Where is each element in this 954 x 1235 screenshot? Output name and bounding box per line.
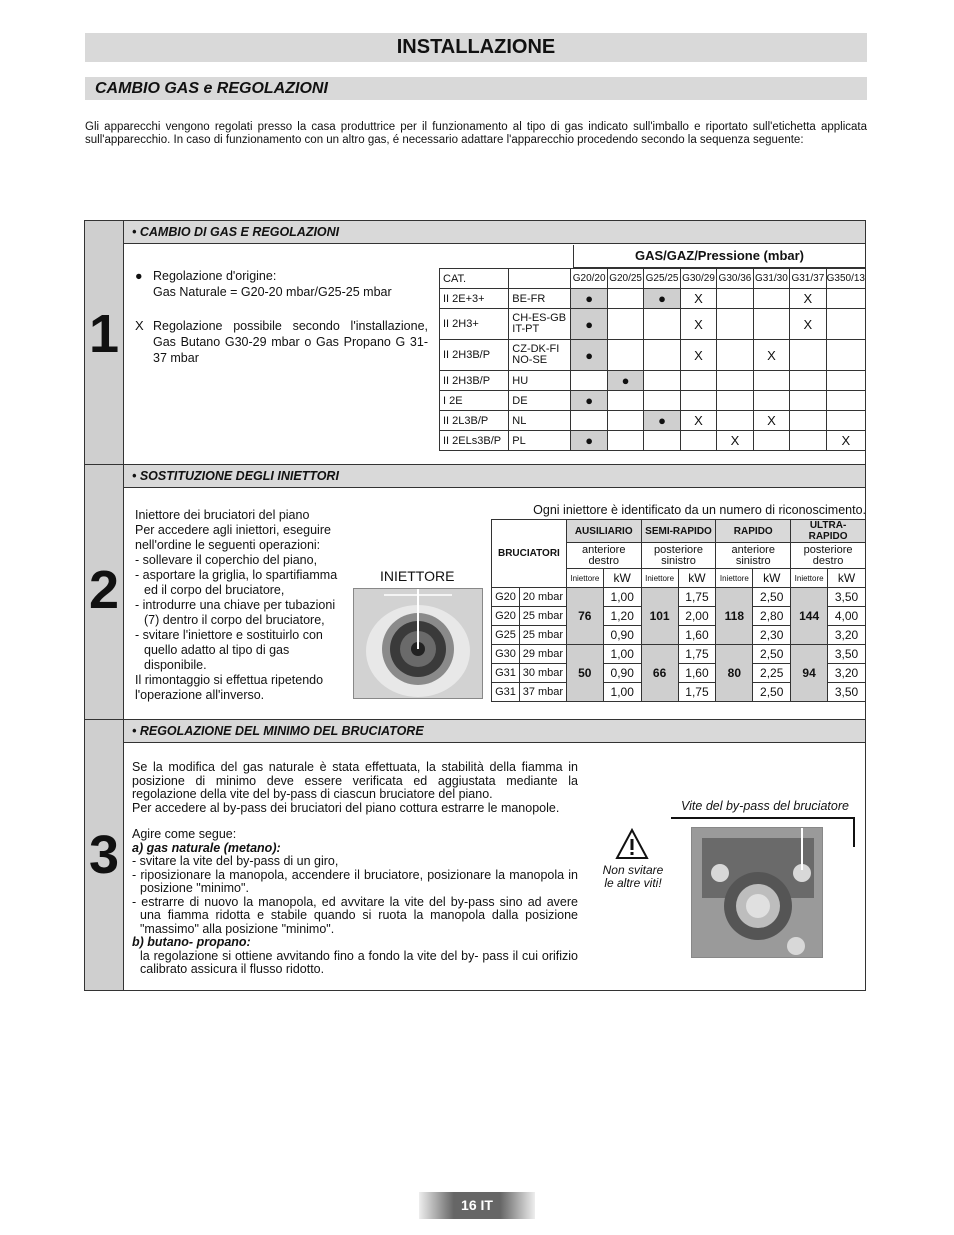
step-item: - riposizionare la manopola, accendere il bruciatore, posizionare la manopola in posizione "minimo". (132, 867, 578, 895)
country-cell: CZ-DK-FI NO-SE (509, 340, 571, 371)
gas-header: G350/13 (826, 269, 865, 289)
instruction-line: - introdurre una chiave per tubazioni (135, 598, 336, 612)
burners-header: BRUCIATORI (492, 520, 567, 588)
country-cell: BE-FR (509, 289, 571, 309)
cat-cell: II 2H3B/P (440, 371, 509, 391)
page-number: 16 IT (419, 1192, 535, 1219)
injector-number: 76 (566, 588, 603, 645)
instruction-line: (7) dentro il corpo del bruciatore, (144, 613, 325, 627)
gas-header: G30/36 (717, 269, 753, 289)
empty-cell (826, 340, 865, 371)
kw-col-label: kW (753, 569, 791, 588)
possible-x-cell: X (680, 340, 716, 371)
possible-x-cell: X (680, 309, 716, 340)
empty-cell (753, 391, 789, 411)
table-row (492, 645, 866, 664)
legend-origin-line2: Gas Naturale = G20-20 mbar/G25-25 mbar (153, 285, 392, 299)
kw-cell: 2,00 (678, 607, 716, 626)
kw-cell: 4,00 (828, 607, 866, 626)
possible-x-cell: X (753, 411, 789, 431)
burner-position: posteriore sinistro (641, 543, 716, 569)
origin-dot-cell: ● (571, 431, 607, 451)
kw-col-label: kW (828, 569, 866, 588)
empty-cell (644, 371, 680, 391)
possible-x-cell: X (826, 431, 865, 451)
empty-cell (680, 391, 716, 411)
origin-dot-cell: ● (644, 411, 680, 431)
empty-cell (571, 411, 607, 431)
gas-header: G30/29 (680, 269, 716, 289)
kw-cell: 3,50 (828, 588, 866, 607)
section-1-header: • CAMBIO DI GAS E REGOLAZIONI (124, 221, 865, 244)
injector-col-label: Iniettore (641, 569, 678, 588)
warning-icon (615, 828, 649, 860)
injector-number: 144 (791, 588, 828, 645)
kw-cell: 1,75 (678, 645, 716, 664)
country-cell: CH-ES-GB IT-PT (509, 309, 571, 340)
gas-header: G31/30 (753, 269, 789, 289)
possible-x-cell: X (680, 411, 716, 431)
warning-line-1: Non svitare (602, 863, 664, 877)
instruction-line: - svitare l'iniettore e sostituirlo con (135, 628, 323, 642)
kw-cell: 1,60 (678, 626, 716, 645)
country-cell: HU (509, 371, 571, 391)
instructions-frame (84, 220, 866, 991)
pressure-cell: 25 mbar (519, 626, 566, 645)
cat-cell: II 2H3+ (440, 309, 509, 340)
empty-cell (644, 391, 680, 411)
pressure-cell: 37 mbar (519, 683, 566, 702)
empty-cell (717, 340, 753, 371)
gas-cell: G20 (492, 607, 520, 626)
kw-cell: 2,80 (753, 607, 791, 626)
kw-cell: 1,75 (678, 683, 716, 702)
gas-table-title: GAS/GAZ/Pressione (mbar) (573, 245, 866, 268)
injector-photo (353, 588, 483, 699)
gas-cell: G20 (492, 588, 520, 607)
cat-cell: I 2E (440, 391, 509, 411)
step-number-1: 1 (89, 304, 120, 364)
table-row (440, 391, 866, 411)
empty-cell (644, 431, 680, 451)
country-cell: PL (509, 431, 571, 451)
burner-name: RAPIDO (716, 520, 791, 543)
table-row (492, 588, 866, 607)
step-number-2: 2 (89, 560, 120, 620)
bypass-photo-drawing (692, 828, 823, 958)
empty-cell (717, 391, 753, 411)
empty-cell (790, 411, 826, 431)
possible-x-cell: X (717, 431, 753, 451)
kw-cell: 1,00 (603, 683, 641, 702)
injector-number: 101 (641, 588, 678, 645)
gas-header: G25/25 (644, 269, 680, 289)
empty-cell (607, 340, 643, 371)
empty-cell (753, 431, 789, 451)
empty-cell (790, 431, 826, 451)
kw-cell: 2,30 (753, 626, 791, 645)
injector-number: 80 (716, 645, 753, 702)
kw-cell: 0,90 (603, 626, 641, 645)
injector-number: 118 (716, 588, 753, 645)
empty-cell (644, 309, 680, 340)
gas-header: G20/25 (607, 269, 643, 289)
kw-cell: 1,00 (603, 588, 641, 607)
empty-cell (790, 371, 826, 391)
kw-col-label: kW (678, 569, 716, 588)
empty-cell (607, 309, 643, 340)
pressure-cell: 25 mbar (519, 607, 566, 626)
gas-category-table (439, 268, 866, 451)
gas-cell: G25 (492, 626, 520, 645)
kw-col-label: kW (603, 569, 641, 588)
burner-name: AUSILIARIO (566, 520, 641, 543)
injector-table (491, 519, 866, 702)
possible-x-cell: X (790, 289, 826, 309)
lpg-title: b) butano- propano: (132, 935, 251, 949)
instruction-line: - asportare la griglia, lo spartifiamma (135, 568, 338, 582)
empty-cell (717, 309, 753, 340)
country-cell: DE (509, 391, 571, 411)
instruction-line: l'operazione all'inverso. (135, 688, 265, 702)
instruction-line: disponibile. (144, 658, 207, 672)
gas-header: G20/20 (571, 269, 607, 289)
gas-cell: G31 (492, 683, 520, 702)
empty-cell (717, 371, 753, 391)
step-number-3: 3 (89, 825, 120, 885)
origin-dot-cell: ● (571, 340, 607, 371)
possible-x-cell: X (680, 289, 716, 309)
step-item: - svitare la vite del by-pass di un giro, (132, 854, 339, 868)
empty-cell (607, 289, 643, 309)
table-row (440, 371, 866, 391)
kw-cell: 2,50 (753, 683, 791, 702)
kw-cell: 0,90 (603, 664, 641, 683)
dot-symbol: ● (135, 269, 143, 283)
kw-cell: 3,50 (828, 645, 866, 664)
section-subtitle: CAMBIO GAS e REGOLAZIONI (85, 77, 867, 100)
kw-cell: 3,20 (828, 664, 866, 683)
instruction-line: Il rimontaggio si effettua ripetendo (135, 673, 324, 687)
section-2-header: • SOSTITUZIONE DEGLI INIETTORI (124, 465, 865, 488)
table-row (440, 289, 866, 309)
empty-cell (607, 411, 643, 431)
possible-x-cell: X (790, 309, 826, 340)
empty-cell (717, 411, 753, 431)
step-1-column (85, 221, 124, 464)
step-item: - estrarre di nuovo la manopola, ed avvitare la vite del by-pass sino ad avere una fiamma ridotta e stabile quando si ruota la manopola dalla posizione "massimo" alla posizione "minimo". (132, 894, 578, 936)
warning-line-2: le altre viti! (604, 876, 662, 890)
gas-cell: G30 (492, 645, 520, 664)
pressure-cell: 30 mbar (519, 664, 566, 683)
injector-number: 94 (791, 645, 828, 702)
instruction-line: nell'ordine le seguenti operazioni: (135, 538, 321, 552)
injector-photo-drawing (354, 589, 483, 699)
table-row (440, 340, 866, 371)
instruction-line: Iniettore dei bruciatori del piano (135, 508, 310, 522)
instruction-line: - sollevare il coperchio del piano, (135, 553, 318, 567)
cat-cell: II 2ELs3B/P (440, 431, 509, 451)
bypass-para-1: Se la modifica del gas naturale è stata effettuata, la stabilità della fiamma in posizione di minimo deve essere verificata ed aggiustata mediante la regolazione della vite del by-pass di ciascun bruciatore del piano. (132, 760, 578, 801)
x-symbol: X (135, 318, 144, 333)
kw-cell: 2,50 (753, 588, 791, 607)
injector-table-caption: Ogni iniettore è identificato da un numero di riconoscimento. (533, 503, 866, 517)
natural-gas-steps (132, 855, 578, 936)
empty-cell (753, 309, 789, 340)
legend-origin (135, 268, 435, 300)
empty-cell (826, 411, 865, 431)
country-cell: NL (509, 411, 571, 431)
empty-cell (826, 289, 865, 309)
section-3-header: • REGOLAZIONE DEL MINIMO DEL BRUCIATORE (124, 720, 865, 743)
kw-cell: 3,50 (828, 683, 866, 702)
empty-cell (753, 289, 789, 309)
kw-cell: 2,50 (753, 645, 791, 664)
injector-col-label: Iniettore (716, 569, 753, 588)
empty-cell (607, 391, 643, 411)
gas-cell: G31 (492, 664, 520, 683)
empty-cell (790, 340, 826, 371)
empty-cell (826, 391, 865, 411)
origin-dot-cell: ● (571, 391, 607, 411)
cat-cell: II 2E+3+ (440, 289, 509, 309)
burner-position: anteriore sinistro (716, 543, 791, 569)
kw-cell: 1,00 (603, 645, 641, 664)
origin-dot-cell: ● (571, 289, 607, 309)
injector-number: 50 (566, 645, 603, 702)
bypass-para-3: Agire come segue: (132, 827, 237, 841)
empty-cell (680, 371, 716, 391)
step-3-column (85, 719, 124, 990)
cat-cell: II 2L3B/P (440, 411, 509, 431)
empty-cell (680, 431, 716, 451)
instruction-line: Per accedere agli iniettori, eseguire (135, 523, 331, 537)
empty-cell (717, 289, 753, 309)
pressure-cell: 20 mbar (519, 588, 566, 607)
instruction-line: ed il corpo del bruciatore, (144, 583, 285, 597)
legend-possible-text: Regolazione possibile secondo l'installazione, Gas Butano G30-29 mbar o Gas Propano G 31-37 mbar (153, 319, 428, 365)
empty-cell (644, 340, 680, 371)
legend-origin-line1: Regolazione d'origine: (153, 269, 277, 283)
burner-name: ULTRA-RAPIDO (791, 520, 866, 543)
bypass-screw-caption: Vite del by-pass del bruciatore (681, 799, 849, 813)
instruction-line: quello adatto al tipo di gas (144, 643, 290, 657)
kw-cell: 1,20 (603, 607, 641, 626)
origin-dot-cell: ● (571, 309, 607, 340)
legend-possible (135, 318, 428, 366)
burner-position: anteriore destro (566, 543, 641, 569)
warning-text (583, 864, 683, 890)
empty-cell (753, 371, 789, 391)
empty-cell (826, 309, 865, 340)
kw-cell: 1,75 (678, 588, 716, 607)
empty-cell (571, 371, 607, 391)
burner-position: posteriore destro (791, 543, 866, 569)
gas-header: G31/37 (790, 269, 826, 289)
kw-cell: 2,25 (753, 664, 791, 683)
possible-x-cell: X (753, 340, 789, 371)
bypass-para-2: Per accedere al by-pass dei bruciatori del piano cottura estrarre le manopole. (132, 800, 560, 815)
table-row (440, 431, 866, 451)
empty-cell (607, 431, 643, 451)
origin-dot-cell: ● (607, 371, 643, 391)
cat-header: CAT. (440, 269, 509, 289)
injector-col-label: Iniettore (566, 569, 603, 588)
table-row (440, 309, 866, 340)
cat-cell: II 2H3B/P (440, 340, 509, 371)
natural-gas-title: a) gas naturale (metano): (132, 840, 281, 855)
step-2-column (85, 464, 124, 719)
bypass-instructions (132, 761, 578, 977)
kw-cell: 3,20 (828, 626, 866, 645)
empty-cell (790, 391, 826, 411)
origin-dot-cell: ● (644, 289, 680, 309)
table-row (440, 411, 866, 431)
intro-paragraph: Gli apparecchi vengono regolati presso la casa produttrice per il funzionamento al tipo di gas indicato sull'imballo e riportato sull'etichetta applicata sull'apparecchio. In caso di funzionamento con un altro gas, é necessario adattare l'apparecchio procedendo secondo la sequenza seguente: (85, 121, 867, 146)
page-title: INSTALLAZIONE (85, 33, 867, 62)
pressure-cell: 29 mbar (519, 645, 566, 664)
injector-col-label: Iniettore (791, 569, 828, 588)
injector-number: 66 (641, 645, 678, 702)
lpg-text: la regolazione si ottiene avvitando fino a fondo la vite del by- pass il cui orifizio calibrato assicura il flusso ridotto. (140, 948, 578, 976)
bypass-photo (691, 827, 823, 958)
kw-cell: 1,60 (678, 664, 716, 683)
injector-instructions (135, 508, 342, 703)
injector-label: INIETTORE (380, 568, 455, 584)
burner-name: SEMI-RAPIDO (641, 520, 716, 543)
empty-cell (826, 371, 865, 391)
